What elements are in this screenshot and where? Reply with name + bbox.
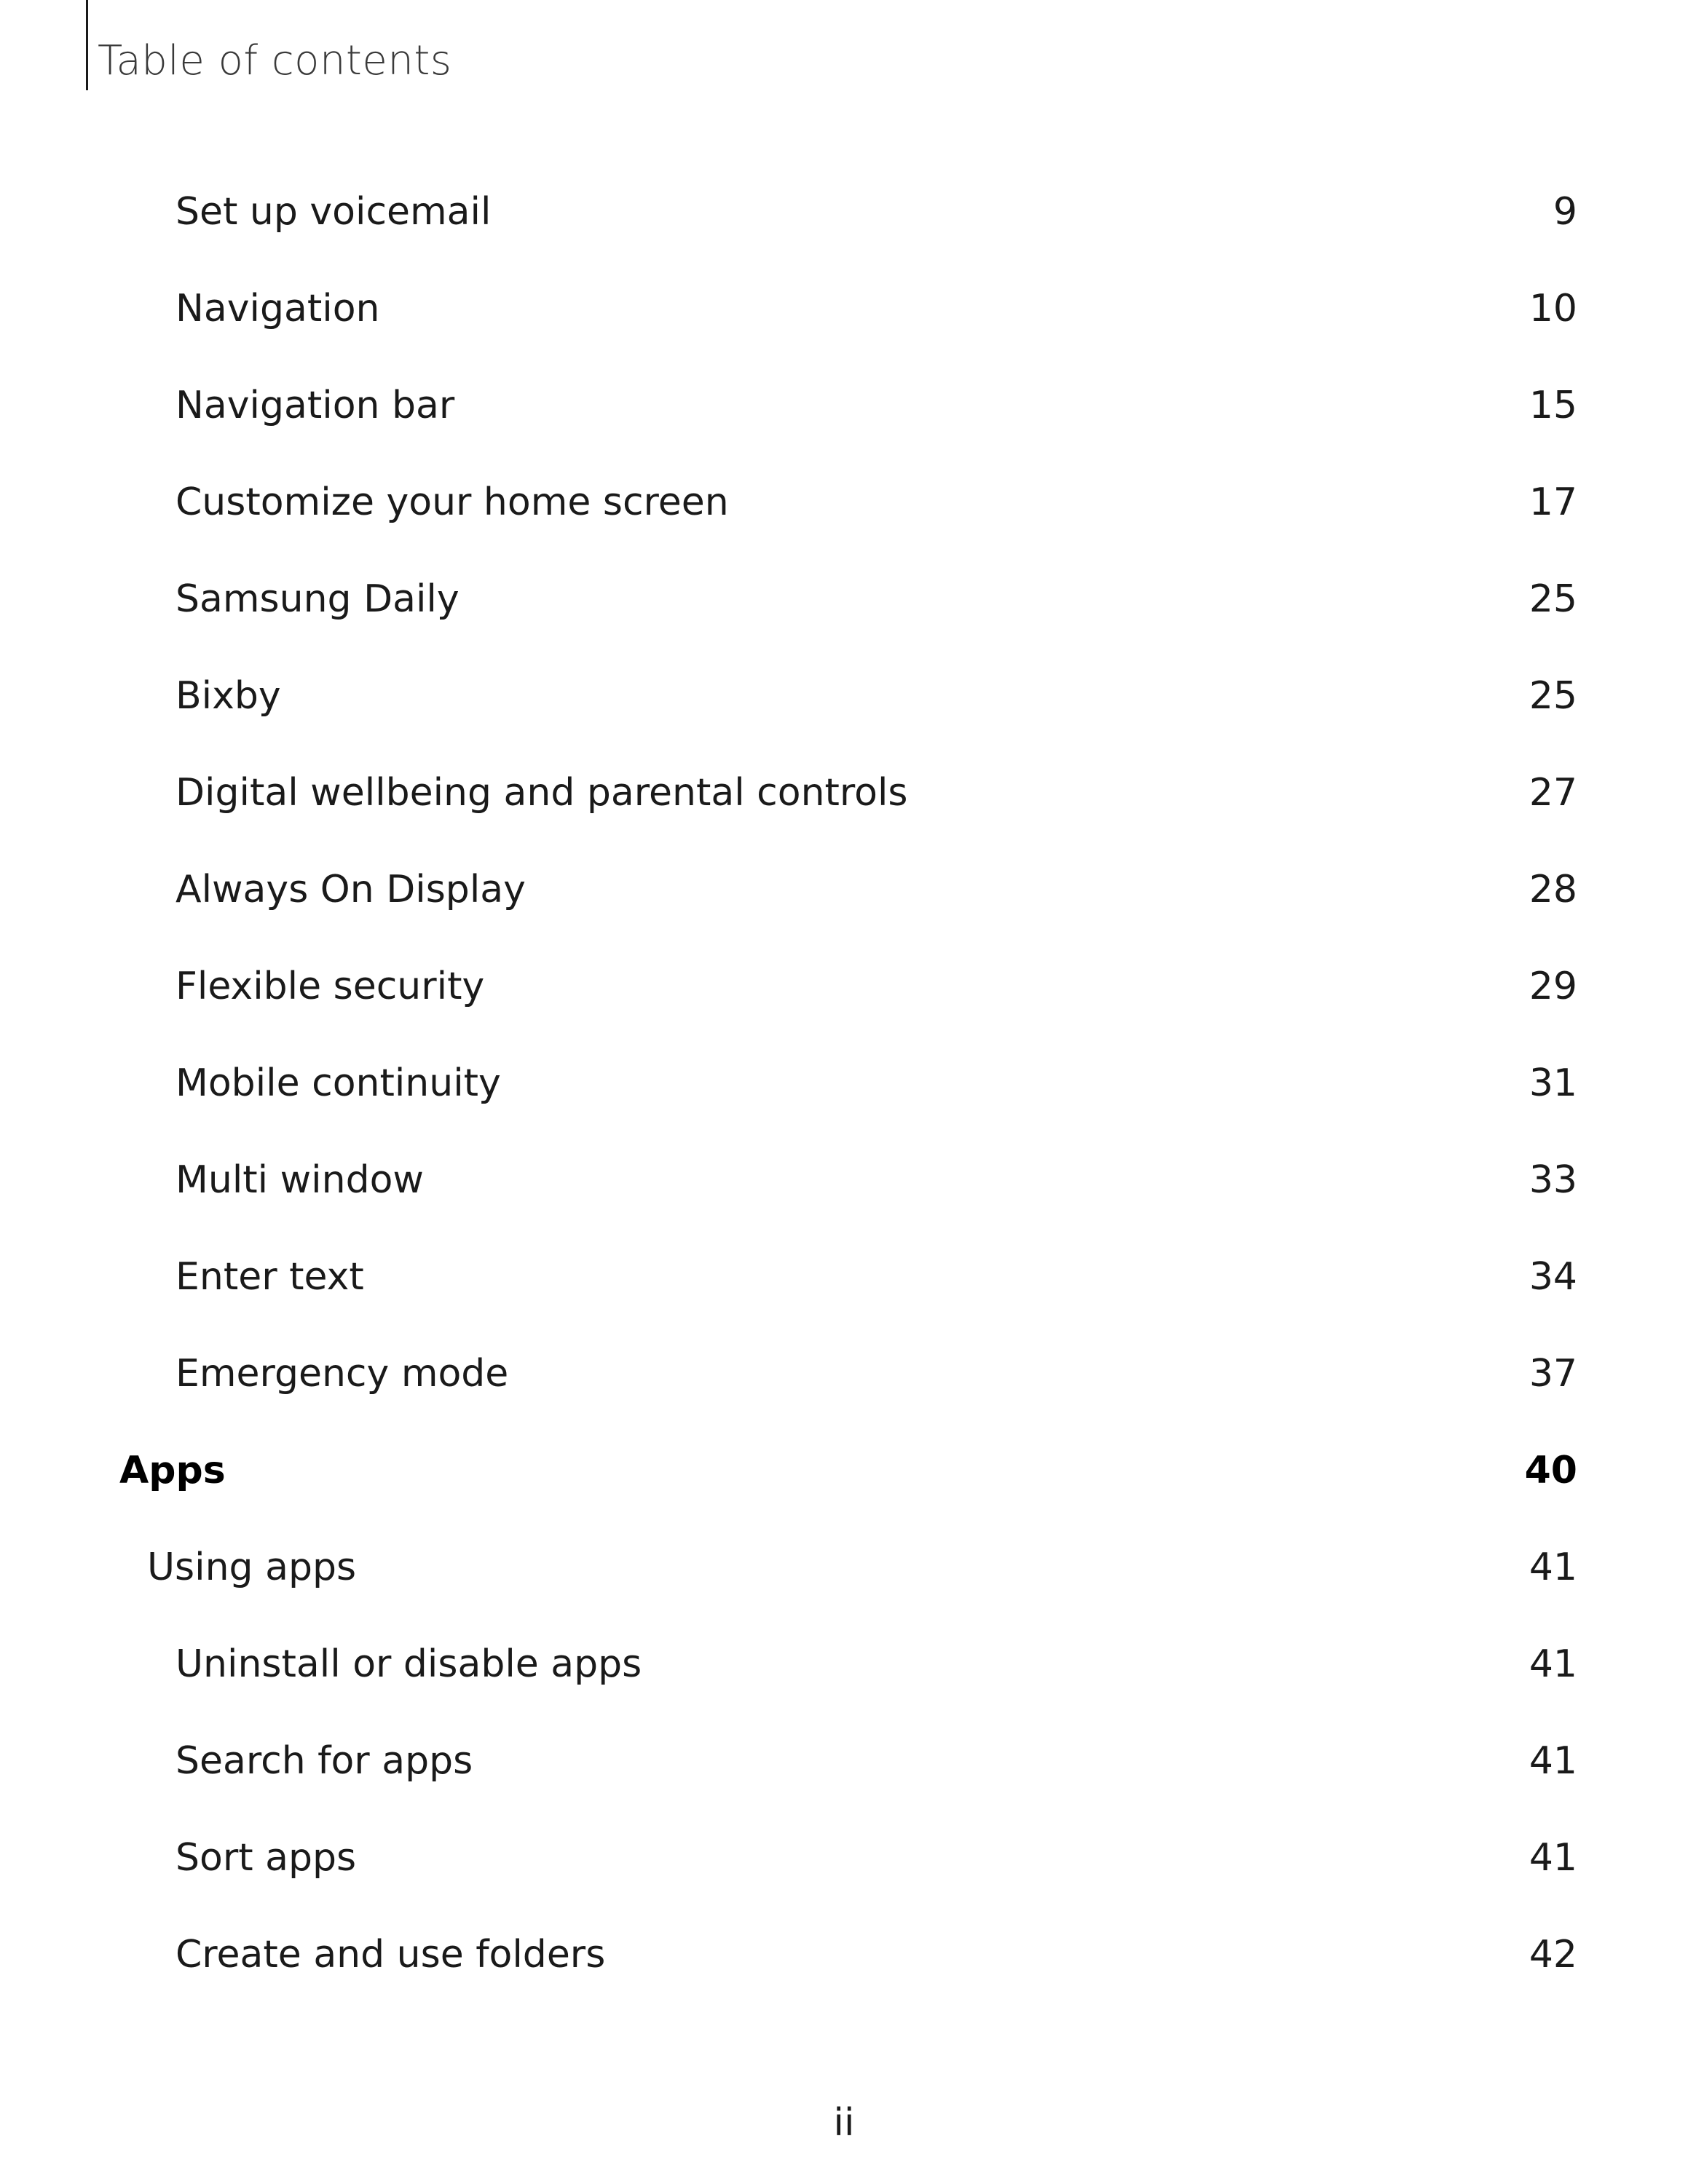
toc-entry[interactable] — [0, 1341, 1688, 1438]
toc-entry[interactable] — [0, 566, 1688, 663]
toc-entry[interactable] — [0, 857, 1688, 954]
toc-entry-page: 41 — [1529, 1739, 1577, 1783]
toc-entry-title: Mobile continuity — [175, 1061, 501, 1105]
toc-entry-page: 15 — [1529, 384, 1577, 427]
page-number: ii — [833, 2101, 855, 2145]
toc-entry-page: 29 — [1529, 965, 1577, 1008]
toc-entry-title: Navigation bar — [175, 384, 455, 427]
toc-entry[interactable] — [0, 663, 1688, 760]
toc-entry-page: 41 — [1529, 1836, 1577, 1880]
toc-entry-title: Multi window — [175, 1158, 424, 1202]
toc-entry-title: Enter text — [175, 1255, 364, 1299]
toc-entry-page: 25 — [1529, 577, 1577, 621]
toc-entry-page: 31 — [1529, 1061, 1577, 1105]
toc-entry[interactable] — [0, 1825, 1688, 1922]
toc-entry-page: 37 — [1529, 1352, 1577, 1396]
toc-entry-page: 34 — [1529, 1255, 1577, 1299]
toc-entry-title: Emergency mode — [175, 1352, 509, 1396]
toc-entry-page: 10 — [1529, 287, 1577, 331]
toc-entry[interactable] — [0, 1728, 1688, 1825]
toc-subsection-heading[interactable] — [0, 1535, 1688, 1631]
toc-entry-page: 17 — [1529, 480, 1577, 524]
toc-entry-title: Uninstall or disable apps — [175, 1642, 642, 1686]
toc-entry[interactable] — [0, 1922, 1688, 2019]
toc-entry-title: Navigation — [175, 287, 380, 331]
toc-entry-title: Set up voicemail — [175, 190, 492, 234]
toc-entry[interactable] — [0, 1631, 1688, 1728]
toc-entry[interactable] — [0, 276, 1688, 373]
toc-entry-title: Samsung Daily — [175, 577, 460, 621]
toc-entry[interactable] — [0, 1244, 1688, 1341]
toc-entry-title: Always On Display — [175, 868, 526, 911]
toc-entry-title: Search for apps — [175, 1739, 473, 1783]
toc-entry-page: 40 — [1524, 1449, 1577, 1492]
toc-entry-title: Digital wellbeing and parental controls — [175, 771, 908, 815]
page-title: Table of contents — [98, 37, 452, 84]
toc-entry-page: 41 — [1529, 1642, 1577, 1686]
toc-section-heading[interactable] — [0, 1438, 1688, 1535]
toc-entry[interactable] — [0, 470, 1688, 566]
toc-entry-title: Apps — [119, 1449, 226, 1492]
header-rule — [86, 0, 88, 90]
toc-entry-title: Customize your home screen — [175, 480, 729, 524]
toc-entry[interactable] — [0, 1147, 1688, 1244]
table-of-contents — [0, 179, 1688, 2019]
toc-entry[interactable] — [0, 179, 1688, 276]
toc-entry-title: Bixby — [175, 674, 281, 718]
toc-entry-page: 28 — [1529, 868, 1577, 911]
toc-entry-title: Flexible security — [175, 965, 485, 1008]
toc-entry[interactable] — [0, 373, 1688, 470]
toc-entry-page: 41 — [1529, 1546, 1577, 1589]
toc-entry-page: 33 — [1529, 1158, 1577, 1202]
toc-entry-title: Using apps — [147, 1546, 357, 1589]
toc-entry-page: 9 — [1553, 190, 1577, 234]
toc-entry-title: Sort apps — [175, 1836, 357, 1880]
toc-entry[interactable] — [0, 954, 1688, 1051]
toc-entry-page: 25 — [1529, 674, 1577, 718]
toc-entry-page: 27 — [1529, 771, 1577, 815]
toc-entry-title: Create and use folders — [175, 1933, 606, 1977]
toc-entry-page: 42 — [1529, 1933, 1577, 1977]
toc-entry[interactable] — [0, 1051, 1688, 1147]
toc-entry[interactable] — [0, 760, 1688, 857]
